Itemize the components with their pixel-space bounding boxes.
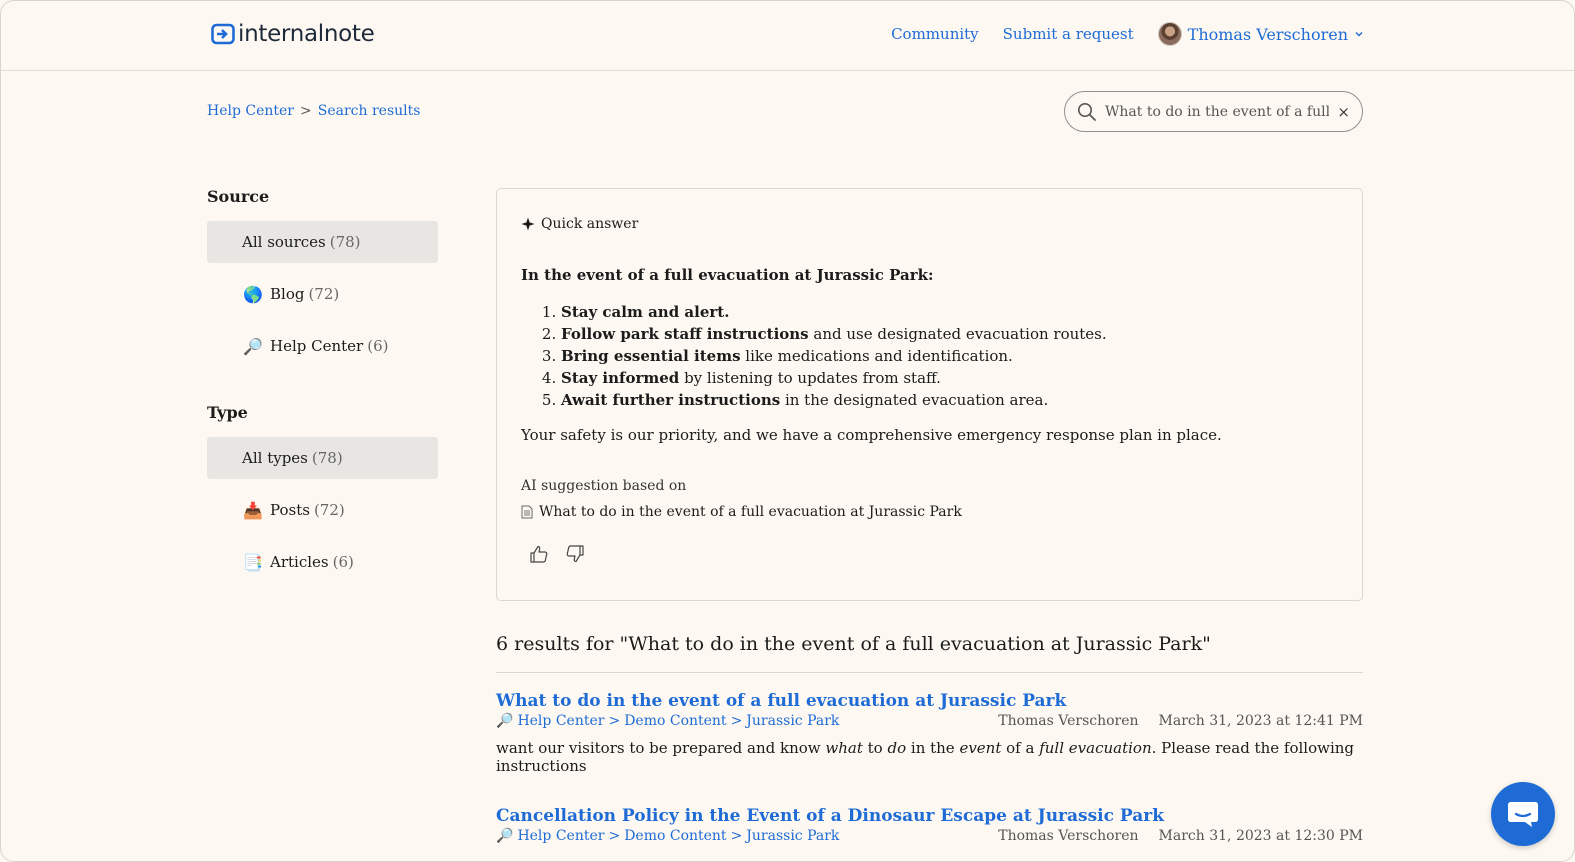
filter-label: All types: [242, 449, 308, 467]
filter-label: Posts: [270, 501, 310, 519]
feedback-buttons: [521, 544, 1338, 564]
document-icon: [521, 505, 533, 519]
top-nav: [891, 19, 1364, 49]
filter-label: Articles: [270, 553, 329, 571]
quick-answer-step: 1. Stay calm and alert.: [561, 301, 1338, 323]
result-info: [998, 713, 1363, 729]
result-meta: [496, 828, 1363, 844]
globe-icon: 🌎: [243, 284, 263, 304]
filter-label: Help Center: [270, 337, 364, 355]
result-path-link[interactable]: Help Center: [517, 713, 605, 729]
quick-answer-heading: In the event of a full evacuation at Jurassic Park:: [521, 266, 934, 284]
result-meta: [496, 713, 1363, 729]
filter-source-blog[interactable]: [207, 273, 438, 315]
magnifier-icon: 🔎: [243, 336, 263, 356]
breadcrumb: [207, 103, 420, 119]
result-path-link[interactable]: Demo Content: [624, 828, 727, 844]
result-path-link[interactable]: Jurassic Park: [746, 828, 840, 844]
result-path-link[interactable]: Jurassic Park: [746, 713, 840, 729]
ai-source-link[interactable]: [521, 504, 1338, 520]
logo-text: internalnote: [238, 21, 375, 47]
clear-search-icon[interactable]: ×: [1337, 102, 1350, 121]
avatar: [1158, 22, 1182, 46]
filter-source-help-center[interactable]: [207, 325, 438, 367]
quick-answer-step: 4. Stay informed by listening to updates from staff.: [561, 367, 1338, 389]
filter-all-sources[interactable]: [207, 221, 438, 263]
search-icon: [1077, 102, 1097, 122]
result-title-link[interactable]: Cancellation Policy in the Event of a Dinosaur Escape at Jurassic Park: [496, 806, 1164, 826]
result-path: [496, 713, 839, 729]
thumbs-up-button[interactable]: [529, 544, 549, 564]
magnifier-icon: 🔎: [496, 828, 514, 844]
filter-sidebar: [207, 187, 438, 593]
result-path-link[interactable]: Demo Content: [624, 713, 727, 729]
site-header: [1, 1, 1574, 71]
user-menu[interactable]: [1158, 22, 1364, 46]
filter-count: (6): [367, 337, 389, 355]
type-heading: Type: [207, 403, 248, 422]
quick-answer-steps: [521, 301, 1338, 411]
chevron-down-icon: [1354, 29, 1364, 39]
sparkle-icon: [521, 217, 535, 231]
results-heading: 6 results for "What to do in the event of a full evacuation at Jurassic Park": [496, 633, 1363, 673]
source-heading: Source: [207, 187, 270, 206]
chat-bubble-icon: [1507, 800, 1539, 828]
filter-count: (78): [329, 233, 361, 251]
path-separator: >: [608, 713, 621, 729]
filter-label: All sources: [242, 233, 326, 251]
filter-label: Blog: [270, 285, 305, 303]
result-date: March 31, 2023 at 12:30 PM: [1158, 828, 1363, 844]
thumbs-up-icon: [529, 544, 549, 564]
quick-answer-closing: Your safety is our priority, and we have a comprehensive emergency response plan in place.: [521, 426, 1222, 444]
quick-answer-title: [521, 214, 1338, 234]
filter-count: (78): [311, 449, 343, 467]
result-path: [496, 828, 839, 844]
breadcrumb-separator: >: [300, 103, 312, 119]
search-result: [496, 806, 1363, 844]
logo-icon: [211, 23, 235, 45]
user-name: Thomas Verschoren: [1187, 24, 1348, 44]
nav-community-link[interactable]: Community: [891, 25, 979, 43]
logo[interactable]: [211, 19, 374, 49]
result-author: Thomas Verschoren: [998, 828, 1139, 844]
path-separator: >: [730, 828, 743, 844]
ai-suggestion-label: AI suggestion based on: [521, 478, 687, 494]
filter-type-articles[interactable]: [207, 541, 438, 583]
filter-type-posts[interactable]: [207, 489, 438, 531]
ai-source-title: What to do in the event of a full evacuation at Jurassic Park: [539, 504, 962, 520]
document-icon: 📑: [243, 552, 263, 572]
result-author: Thomas Verschoren: [998, 713, 1139, 729]
result-title-link[interactable]: What to do in the event of a full evacuation at Jurassic Park: [496, 691, 1067, 711]
result-snippet: want our visitors to be prepared and know what to do in the event of a full evacuation. Please read the following instructions: [496, 739, 1354, 775]
nav-submit-request-link[interactable]: Submit a request: [1002, 25, 1134, 43]
path-separator: >: [730, 713, 743, 729]
quick-answer-step: 2. Follow park staff instructions and use designated evacuation routes.: [561, 323, 1338, 345]
filter-count: (72): [313, 501, 345, 519]
result-date: March 31, 2023 at 12:41 PM: [1158, 713, 1363, 729]
filter-all-types[interactable]: [207, 437, 438, 479]
magnifier-icon: 🔎: [496, 713, 514, 729]
thumbs-down-button[interactable]: [565, 544, 585, 564]
path-separator: >: [608, 828, 621, 844]
quick-answer-title-text: Quick answer: [541, 216, 639, 232]
inbox-tray-icon: 📥: [243, 500, 263, 520]
filter-count: (72): [308, 285, 340, 303]
breadcrumb-home-link[interactable]: Help Center: [207, 103, 295, 119]
search-input[interactable]: [1105, 104, 1329, 120]
filter-count: (6): [332, 553, 354, 571]
result-info: [998, 828, 1363, 844]
search-result: [496, 691, 1363, 775]
search-box: [1064, 91, 1363, 132]
thumbs-down-icon: [565, 544, 585, 564]
breadcrumb-current-link[interactable]: Search results: [317, 103, 421, 119]
quick-answer-step: 5. Await further instructions in the designated evacuation area.: [561, 389, 1338, 411]
result-path-link[interactable]: Help Center: [517, 828, 605, 844]
quick-answer-card: [496, 188, 1363, 601]
chat-widget-button[interactable]: [1491, 782, 1555, 846]
quick-answer-step: 3. Bring essential items like medications and identification.: [561, 345, 1338, 367]
